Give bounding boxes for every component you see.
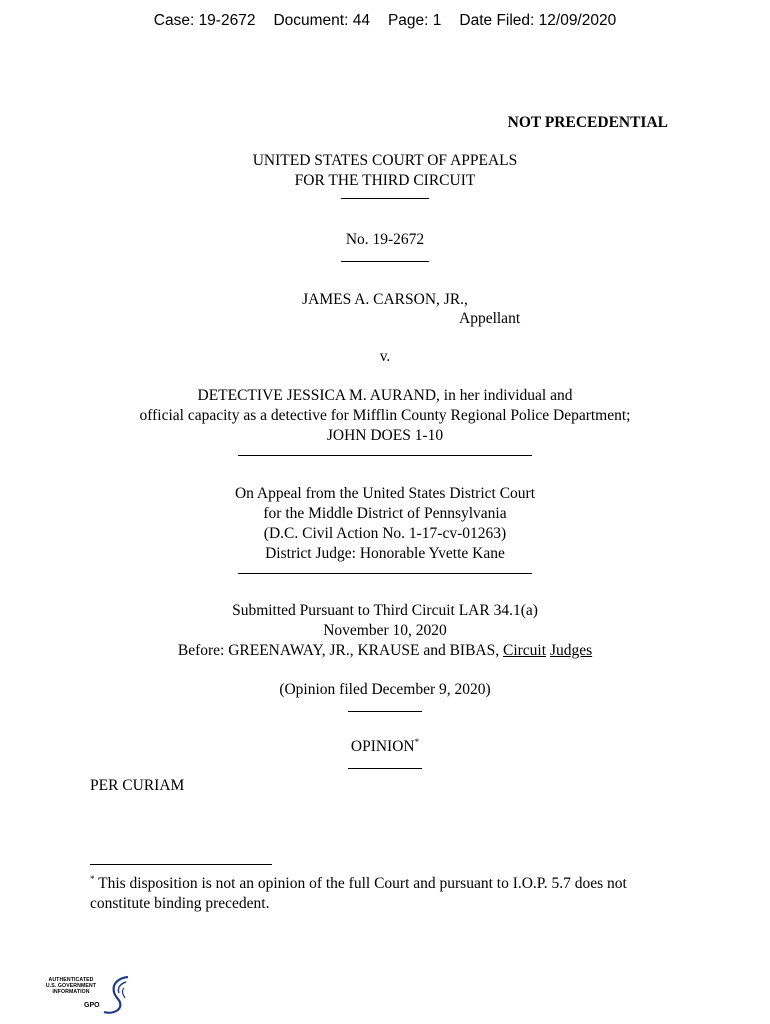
- appeal-line-4: District Judge: Honorable Yvette Kane: [265, 545, 505, 562]
- panel-line: [0, 641, 770, 661]
- per-curiam: PER CURIAM: [90, 777, 185, 794]
- appeal-line-2: for the Middle District of Pennsylvania: [263, 505, 507, 522]
- gpo-line-3: INFORMATION: [52, 989, 90, 995]
- divider: [341, 197, 429, 199]
- divider: [238, 572, 532, 574]
- footnote-text: This disposition is not an opinion of the full Court and pursuant to I.O.P. 5.7 does not constitute binding precedent.: [90, 875, 627, 912]
- appellant-name: JAMES A. CARSON, JR.,: [302, 291, 468, 308]
- appellee-line-1: DETECTIVE JESSICA M. AURAND, in her individual and: [197, 387, 573, 404]
- opinion-filed-date: (Opinion filed December 9, 2020): [279, 681, 491, 698]
- appeal-line-3: (D.C. Civil Action No. 1-17-cv-01263): [263, 525, 507, 542]
- court-line-1: UNITED STATES COURT OF APPEALS: [252, 152, 518, 169]
- gpo-logo-text: [40, 977, 102, 995]
- divider: [348, 710, 422, 712]
- precedential-status: NOT PRECEDENTIAL: [507, 114, 668, 131]
- gpo-label: GPO: [84, 1002, 100, 1009]
- divider: [341, 260, 429, 262]
- appellee-line-3: JOHN DOES 1-10: [326, 427, 444, 444]
- eagle-icon: [98, 974, 132, 1018]
- page-number: Page: 1: [387, 12, 442, 29]
- submission-date: November 10, 2020: [323, 622, 447, 639]
- panel-judges: Before: GREENAWAY, JR., KRAUSE and BIBAS,: [177, 642, 500, 659]
- opinion-title: OPINION: [350, 738, 415, 755]
- docket-number: No. 19-2672: [345, 231, 425, 248]
- appellant-role: Appellant: [459, 310, 521, 327]
- appeal-block: [0, 484, 770, 580]
- document-number: Document: 44: [273, 12, 370, 29]
- court-line-2: FOR THE THIRD CIRCUIT: [294, 172, 476, 189]
- docket-block: [0, 230, 770, 268]
- submission-line-1: Submitted Pursuant to Third Circuit LAR 34.1(a): [232, 602, 538, 619]
- date-filed: Date Filed: 12/09/2020: [459, 12, 617, 29]
- judges-word: Judges: [549, 642, 593, 659]
- appeal-line-1: On Appeal from the United States District Court: [234, 485, 536, 502]
- court-name: [0, 151, 770, 205]
- case-number: Case: 19-2672: [153, 12, 256, 29]
- circuit-word: Circuit: [503, 642, 547, 659]
- divider: [348, 767, 422, 769]
- divider: [238, 454, 532, 456]
- opinion-title-block: [0, 737, 770, 775]
- appellees-block: [0, 386, 770, 462]
- versus: v.: [379, 348, 391, 365]
- gpo-line-1: AUTHENTICATED: [48, 977, 94, 983]
- opinion-filed-block: [0, 680, 770, 718]
- footnote-mark: *: [414, 736, 420, 747]
- footnote-marker: *: [90, 873, 95, 884]
- gpo-line-2: U.S. GOVERNMENT: [45, 983, 97, 989]
- appellee-line-2: official capacity as a detective for Mifflin County Regional Police Department;: [139, 407, 631, 424]
- footnote: [90, 874, 690, 914]
- gpo-authentication-logo: [40, 974, 135, 1020]
- submission-block: [0, 601, 770, 661]
- filing-header: [0, 12, 770, 30]
- footnote-divider: [90, 864, 272, 865]
